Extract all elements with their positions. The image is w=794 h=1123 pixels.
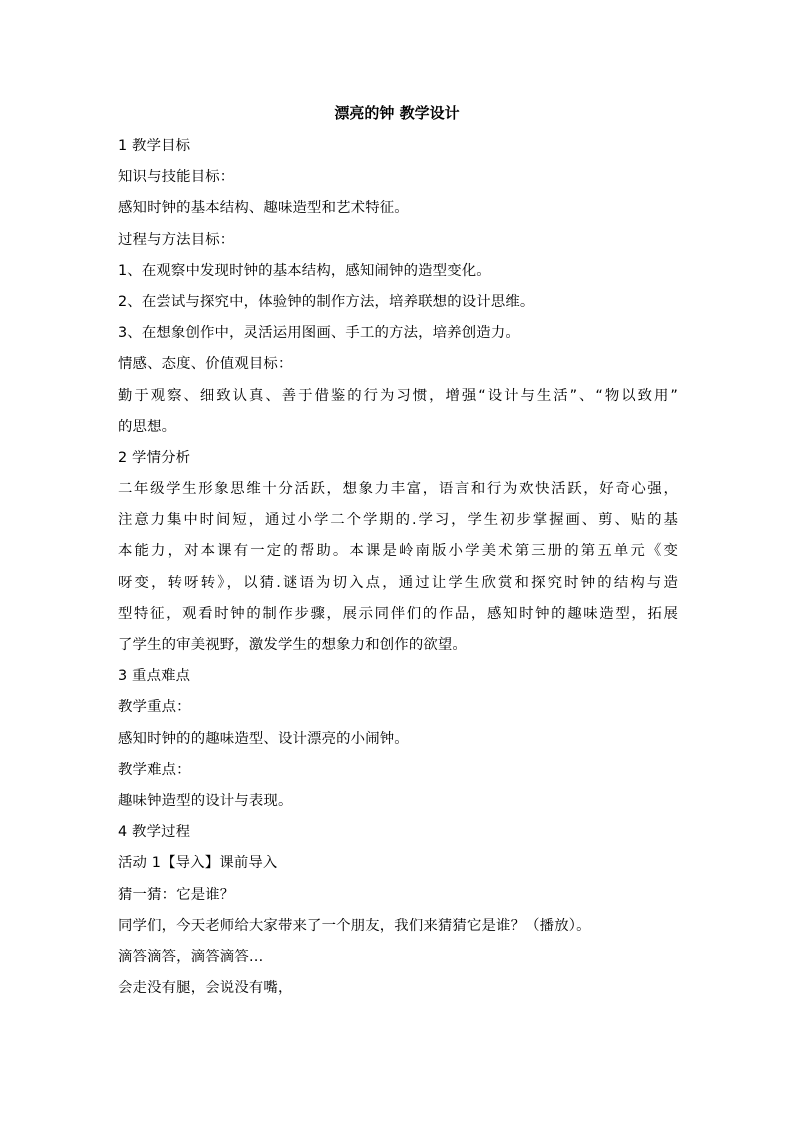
list-item: 2、在尝试与探究中，体验钟的制作方法，培养联想的设计思维。 <box>118 293 535 310</box>
section-heading-student-analysis: 2 学情分析 <box>118 449 191 466</box>
list-item: 3、在想象创作中，灵活运用图画、手工的方法，培养创造力。 <box>118 325 520 342</box>
list-item: 1、在观察中发现时钟的基本结构，感知闹钟的造型变化。 <box>118 262 491 279</box>
paragraph-line: 感知时钟的的趣味造型、设计漂亮的小闹钟。 <box>118 730 409 747</box>
paragraph-line: 了学生的审美视野，激发学生的想象力和创作的欲望。 <box>118 637 467 653</box>
paragraph-line: 同学们，今天老师给大家带来了一个朋友，我们来猜猜它是谁？（播放）。 <box>118 917 591 934</box>
subheading-process-methods: 过程与方法目标： <box>118 231 235 248</box>
paragraph-line: 猜一猜：它是谁？ <box>118 886 235 903</box>
paragraph-line: 会走没有腿，会说没有嘴， <box>118 980 293 997</box>
paragraph-line: 注意力集中时间短，通过小学二个学期的.学习，学生初步掌握画、剪、贴的基 <box>118 512 678 529</box>
paragraph-line: 趣味钟造型的设计与表现。 <box>118 792 293 809</box>
paragraph-line: 滴答滴答，滴答滴答… <box>118 948 264 965</box>
paragraph-line: 呀变，转呀转》，以猜.谜语为切入点，通过让学生欣赏和探究时钟的结构与造 <box>118 574 678 591</box>
paragraph-line: 型特征，观看时钟的制作步骤，展示同伴们的作品，感知时钟的趣味造型，拓展 <box>118 605 678 622</box>
paragraph-line: 感知时钟的基本结构、趣味造型和艺术特征。 <box>118 200 409 217</box>
document-title: 漂亮的钟 教学设计 <box>334 104 460 122</box>
subheading-teaching-difficulty: 教学难点： <box>118 761 191 778</box>
subheading-knowledge-skills: 知识与技能目标： <box>118 169 235 186</box>
paragraph-line: 本能力，对本课有一定的帮助。本课是岭南版小学美术第三册的第五单元《变 <box>118 543 678 560</box>
subheading-teaching-focus: 教学重点： <box>118 699 191 716</box>
paragraph-line: 勤于观察、细致认真、善于借鉴的行为习惯，增强“设计与生活”、“物以致用” <box>118 387 678 404</box>
section-heading-teaching-process: 4 教学过程 <box>118 824 191 841</box>
section-heading-key-points: 3 重点难点 <box>118 668 191 685</box>
document-body <box>118 131 678 1004</box>
section-heading-objectives: 1 教学目标 <box>118 138 191 154</box>
subheading-emotion-values: 情感、态度、价值观目标： <box>118 356 293 373</box>
paragraph-line: 二年级学生形象思维十分活跃，想象力丰富，语言和行为欢快活跃，好奇心强， <box>118 481 678 498</box>
activity-heading: 活动 1【导入】课前导入 <box>118 855 278 872</box>
paragraph-line: 的思想。 <box>118 418 177 435</box>
